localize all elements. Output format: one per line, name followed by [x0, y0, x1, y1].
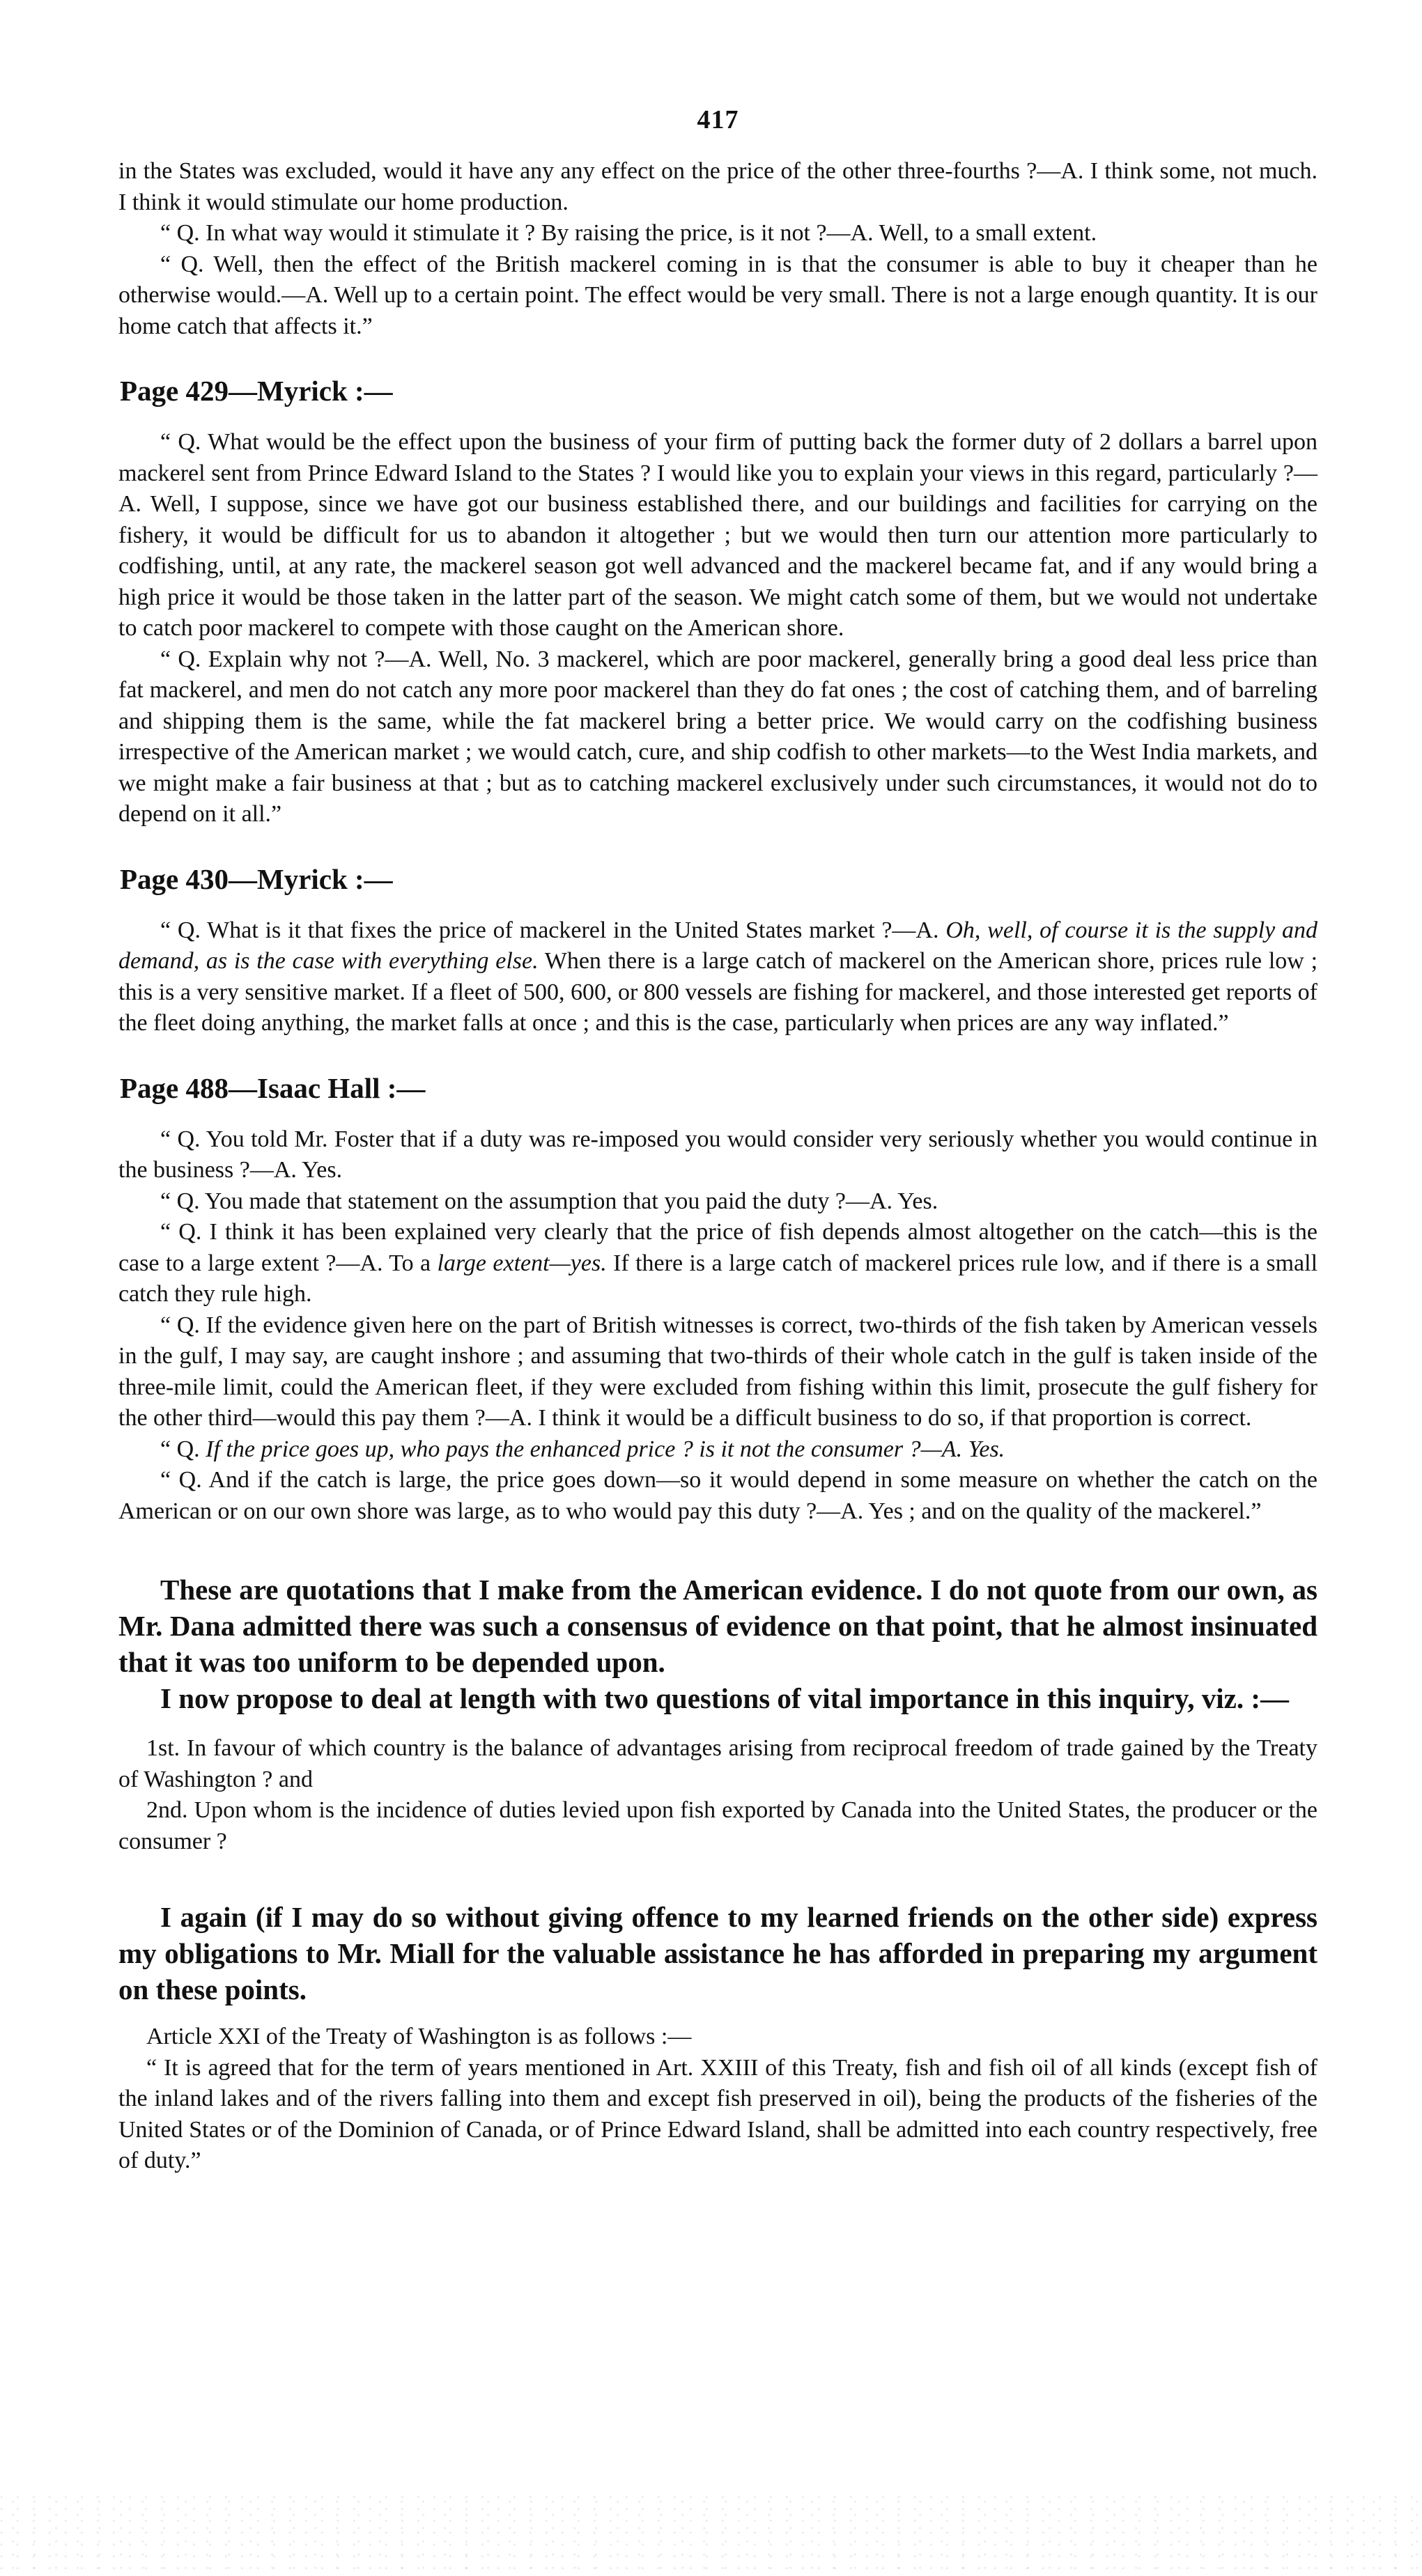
quote-italic-text: Oh, well, of course it is the supply and demand, as is the case with everything else. [118, 917, 1318, 974]
section-heading-429: Page 429—Myrick :— [120, 375, 393, 407]
quote-paragraph: “ Q. You made that statement on the assumption that you paid the duty ?—A. Yes. [160, 1188, 938, 1214]
section-429-quotes [118, 427, 1317, 830]
quote-paragraph: “ Q. Well, then the effect of the British mackerel coming in is that the consumer is able to buy it cheaper than he otherwise would.—A. Well up to a certain point. The effect would be very small. There is not a large enough quantity. It is our home catch that affects it.” [118, 251, 1317, 339]
quote-paragraph [118, 1217, 1317, 1310]
quote-paragraph: “ Q. You told Mr. Foster that if a duty was re-imposed you would consider very seriously whether you would continue in the business ?—A. Yes. [118, 1126, 1317, 1183]
scan-noise [0, 2492, 1422, 2576]
quote-paragraph: “ Q. What would be the effect upon the business of your firm of putting back the former duty of 2 dollars a barrel upon mackerel sent from Prince Edward Island to the States ? I would like you to explain your views in this regard, particularly ?—A. Well, I suppose, since we have got our business established there, and our buildings and facilities for carrying on the fishery, it would be difficult for us to abandon it altogether ; but we would then turn our attention more particularly to codfishing, until, at any rate, the mackerel season got well advanced and the mackerel became fat, and if any would bring a high price it would be those taken in the latter part of the season. We might catch some of them, but we would not undertake to catch poor mackerel to compete with those caught on the American shore. [118, 429, 1317, 641]
section-heading-488: Page 488—Isaac Hall :— [120, 1071, 426, 1104]
quote-text: If there is a large catch of mackerel prices rule low, and if there is a small catch they rule high. [118, 1250, 1318, 1307]
quote-text: “ Q. [160, 1436, 206, 1462]
quote-paragraph: “ Q. And if the catch is large, the price goes down—so it would depend in some measure on whether the catch on the American or on our own shore was large, as to who would pay this duty ?—A. Yes ; and on the quality of the mackerel.” [118, 1467, 1317, 1524]
quote-paragraph [118, 915, 1317, 1039]
quote-text: “ Q. What is it that fixes the price of mackerel in the United States market ?—A. [160, 917, 946, 943]
article-block [118, 2022, 1317, 2177]
numbered-item: 2nd. Upon whom is the incidence of duties levied upon fish exported by Canada into the United States, the producer or the consumer ? [118, 1797, 1317, 1854]
quote-paragraph [118, 1434, 1317, 1466]
quote-paragraph: “ Q. If the evidence given here on the part of British witnesses is correct, two-thirds of the fish taken by American vessels in the gulf, I may say, are caught inshore ; and assuming that two-thirds of their whole catch in the gulf is taken inside of the three-mile limit, could the American fleet, if they were excluded from fishing within this limit, prosecute the gulf fishery for the other third—would this pay them ?—A. I think it would be a difficult business to do so, if that proportion is correct. [118, 1312, 1317, 1431]
numbered-item: 1st. In favour of which country is the balance of advantages arising from reciprocal freedom of trade gained by the Treaty of Washington ? and [118, 1735, 1317, 1792]
article-quote: “ It is agreed that for the term of years mentioned in Art. XXIII of this Treaty, fish and fish oil of all kinds (except fish of the inland lakes and of the rivers falling into them and except fish preserved in oil), being the products of the fisheries of the United States or of the Dominion of Canada, or of Prince Edward Island, shall be admitted into each country respectively, free of duty.” [118, 2054, 1317, 2173]
quote-paragraph: in the States was excluded, would it have any any effect on the price of the other three-fourths ?—A. I think some, not much. I think it would stimulate our home production. [118, 158, 1317, 215]
numbered-questions [118, 1733, 1317, 1857]
quote-text: “ Q. I think it has been explained very clearly that the price of fish depends almost altogether on the catch—this is the case to a large extent ?—A. To a [118, 1219, 1317, 1276]
body-paragraph: I again (if I may do so without giving offence to my learned friends on the other side) express my obligations to Mr. Miall for the valuable assistance he has afforded in preparing my argument on these points. [118, 1901, 1317, 2005]
body-paragraph: These are quotations that I make from the American evidence. I do not quote from our own, as Mr. Dana admitted there was such a consensus of evidence on that point, that he almost insinuated that it was too uniform to be depended upon. [118, 1574, 1317, 1678]
quote-italic-text: If the price goes up, who pays the enhanced price ? is it not the consumer ?—A. Yes. [206, 1436, 1005, 1462]
section-430-quotes [118, 915, 1317, 1039]
quote-paragraph: “ Q. Explain why not ?—A. Well, No. 3 mackerel, which are poor mackerel, generally bring a good deal less price than fat mackerel, and men do not catch any more poor mackerel than they do fat ones ; the cost of catching them, and of barreling and shipping them is the same, while the fat mackerel bring a better price. We would carry on the codfishing business irrespective of the American market ; we would catch, cure, and ship codfish to other markets—to the West India markets, and we might make a fair business at that ; but as to catching mackerel exclusively under such circumstances, it would not do to depend on it all.” [118, 646, 1317, 827]
obligations-block [118, 1899, 1317, 2008]
body-paragraph: I now propose to deal at length with two questions of vital importance in this inquiry, viz. :— [160, 1682, 1290, 1714]
quote-text: When there is a large catch of mackerel on the American shore, prices rule low ; this is a very sensitive market. If a fleet of 500, 600, or 800 vessels are fishing for mackerel, and those interested get reports of the fleet doing anything, the market falls at once ; and this is the case, particularly when prices are any way inflated.” [118, 948, 1318, 1036]
argument-block [118, 1572, 1317, 1716]
section-heading-430: Page 430—Myrick :— [120, 862, 393, 895]
section-488-quotes [118, 1124, 1317, 1528]
page-number: 417 [697, 105, 739, 134]
intro-quotes [118, 156, 1317, 342]
article-heading: Article XXI of the Treaty of Washington is as follows :— [146, 2024, 692, 2049]
quote-paragraph: “ Q. In what way would it stimulate it ? By raising the price, is it not ?—A. Well, to a small extent. [160, 220, 1097, 246]
quote-italic-text: large extent—yes. [437, 1250, 607, 1276]
